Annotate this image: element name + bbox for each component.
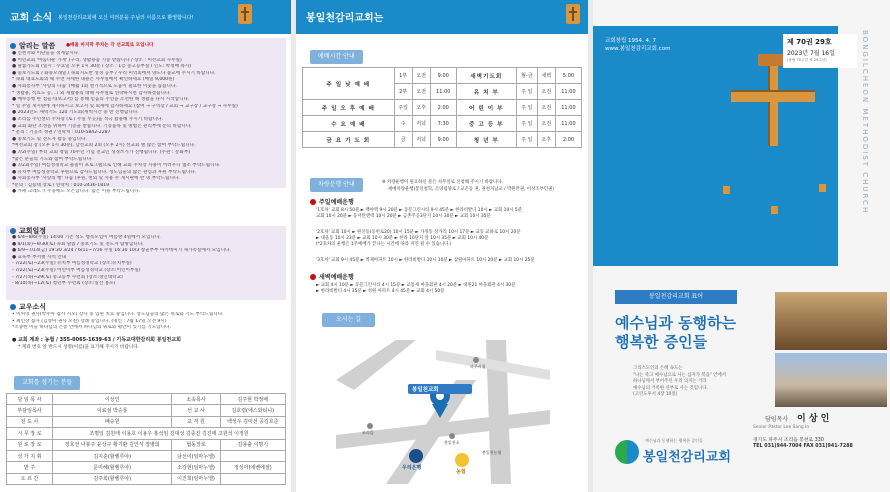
announcements-list [12, 51, 284, 196]
map-label-school: 봉일천초 [444, 440, 460, 445]
announcement-item: ● 7/23(주일) 여름성경학교 물놀이 프로그램으로 인해 교회 주차장 사용이 어려우니 협조 부탁드립니다. [12, 163, 221, 169]
route-line: '2호차' 교회 10시 ► 원신동(동헌로20) 10시 15분 ► 가정동 상가리 10시 17분 ► 교동 교하로 10시 20분 [316, 230, 521, 235]
staff-row [7, 394, 286, 405]
worship-table [302, 67, 582, 148]
staff-tab: 교회를 섬기는 분들 [14, 376, 80, 390]
map-label-bank: 우리은행 [402, 465, 422, 471]
bullet-icon [10, 43, 16, 49]
service-detail: 금 [394, 132, 412, 148]
service-detail: 저녁 [412, 132, 430, 148]
info-header [296, 0, 588, 34]
service-detail: 오전 [412, 68, 430, 84]
map-tab: 오시는 길 [322, 313, 375, 327]
service-detail: 주일 [394, 100, 412, 116]
members-heading: 교우소식 [10, 302, 46, 312]
service-detail: 11:00 [430, 84, 456, 100]
staff-names: 조명일 김원태 이용호 이용우 홍석임 김대성 김종진 김진태 고원석 이정원 [53, 428, 286, 439]
staff-names: 백성우 김미선 공김호준 [220, 416, 285, 427]
staff-names: 문미혜(할렐루야) [53, 462, 172, 473]
route-3 [316, 258, 535, 264]
schedule-heading: 교회일정 [10, 226, 46, 236]
staff-role: 담 임 목 사 [7, 394, 53, 405]
staff-role: 소속목사 [172, 394, 220, 405]
staff-role: 소강현(임마누엘) [172, 462, 220, 473]
sunday-route-heading: 주일예배운행 [310, 197, 354, 206]
announcement-item: ● 예수동행 한 점들기(보고서) 를 통해 믿음의 주인을 소선한 해 생활을 다시 시작합니다. [12, 97, 190, 103]
church-logo-icon [615, 440, 639, 464]
scripture-line: 예수님의 거룩한 신부로 사는 것입니다. [633, 385, 708, 391]
announcements-heading: 알리는 말씀 [10, 41, 55, 51]
staff-row [7, 428, 286, 439]
staff-names: 정성아(에벤에셀) [220, 462, 285, 473]
announcement-item: ● 사회봉사부 '사랑의 빵' 나눔 (후원, 번외 및 사용 주 게시판에 반 명 부탁드립니다. [12, 176, 180, 182]
route-4 [316, 283, 515, 295]
schedule-item: ● 8/1(화)~9/30(토) 속회 말씀 / 중보기도 및 전도자 탐방합니다. [12, 241, 144, 247]
motto-tag: 봉일천감리교회 표어 [615, 290, 737, 304]
staff-names: 김주현 박정배 [220, 394, 285, 405]
announcements-note: ●배울 마지막 주차는 각 선교회로 모입니다 [66, 43, 154, 48]
announcement-item: * 속회 대표도회의 때 주면 자세한 내용은 사무실에서 확인하세요 (매일 9,000원) [12, 77, 175, 83]
cross-block [819, 184, 826, 192]
staff-row [7, 405, 286, 416]
service-detail: 11:00 [555, 100, 581, 116]
church-phone: TEL 031)944-7004 FAX 031)941-7288 [753, 444, 853, 449]
service-detail: 5:00 [555, 68, 581, 84]
cross-horizontal [731, 90, 815, 102]
announcement-item: ● 중보기도 및 전도자 활동 중입니다. [12, 136, 87, 142]
pastor-label: 담임목사 [765, 416, 789, 423]
staff-names: 김용출 이명기 [220, 439, 285, 450]
staff-row [7, 416, 286, 427]
staff-row [7, 473, 286, 484]
announcement-item: ● 2023년도 새벽기도 120 기도회(새벽시간 중 반 진행합니다. [12, 110, 139, 116]
announcement-item: ● 유치부 여름성경학교 후원으로 감사드립니다. 성도님들의 많은 관심과 후원 부탁드립니다. [12, 169, 197, 175]
staff-names: 이료섬 박승룡 [53, 405, 172, 416]
announcement-item: ● 중보기도회 / 화중모래일 / 속회지도반 성경 공부 / 우리 미역회에서 양도나 불교에 주시기 바랍니다. [12, 70, 216, 76]
info-title: 봉일천감리교회는 [306, 13, 384, 24]
announcement-item: *여선교회 장 (오후 1시 30분), 남선교회 2회 (오후 2시) 선교회 별 많은 참여 부탁드립니다. [12, 143, 196, 149]
map-label-nh: 농협 [456, 469, 466, 475]
members-list [12, 312, 284, 332]
worship-row [303, 100, 582, 116]
staff-role: 전 도 사 [7, 416, 53, 427]
staff-role: 이진희(임마누엘) [172, 473, 220, 484]
church-tagline: 예수님과 동행하는 행복한 증인들 [645, 438, 703, 443]
church-url: www.봉일천감리교회.com [605, 46, 671, 52]
schedule-item: - 7/22(토)~23(주일) 어린이부 여름성경학교 (장소:어린이부실) [12, 267, 141, 273]
route-line: ► 내울동 10시 23분 ► 교회 10시 30분 ► 한라 10단지 앞 10시 35분 ► 교회 10시 40분 [316, 236, 489, 242]
issue-box [783, 34, 857, 68]
bank-account: ● 교회 계좌 : 농협 / 355-0065-1639-63 / 기독교대한감리회 봉일천교회 [12, 337, 181, 343]
map-graphic [336, 340, 550, 484]
member-news-item: • 최인상 집사 (김영아 권사 모친) 장례 중입니다. (명인 : 7월 17일 오전 9시) [12, 318, 167, 324]
news-panel [0, 0, 291, 492]
scripture-line: 그리스도인의 은혜 속도는 [633, 366, 683, 371]
announcement-item: ● 7/2(주일) 부터 교회 창립 70주년 기념 전교인 성경쓰기가 진행됩니다. (주관 : 문화부) [12, 149, 191, 155]
announcement-item: *많은 분들의 기도와 참여 부탁드립니다. [12, 156, 93, 162]
service-detail: 수 [394, 116, 412, 132]
worship-row [303, 116, 582, 132]
member-news-item: *소중한 이들 하나님의 은총 안에서 하나님의 위로와 평안이 있기를 기도합니다. [12, 325, 171, 331]
worship-tab: 예배시간 안내 [310, 50, 363, 64]
cross-vertical [768, 66, 778, 146]
route-line: ► 한라비발디 4시 35분 ► 성원 아파트 4시 45분 ► 교회 4시 50분 [316, 289, 445, 295]
service-detail: 1부 [394, 68, 412, 84]
staff-names: 김지훈(할렐루야) [53, 450, 172, 461]
motto [615, 314, 736, 352]
announcement-item: ● 조리를 주민센터 주차장 (토 / 주일 두곳)을 적극 활용해 주시기 바랍니다. [12, 116, 163, 122]
cross-icon [238, 4, 252, 24]
pastor-name: 이 상 인 [797, 414, 830, 424]
service-name: 주 일 오 후 예 배 [303, 100, 395, 116]
announcement-item: ● 사회봉사부 '사랑의 나눔' (매월 1회 천기적으로 도움이 필요한 이웃을 돕습니다. [12, 83, 177, 89]
member-news-item: • 이씨영 권사(박주아 집사 시모) 장사 중 입원 치료 중입니다. 성도님들의 많은 위로와 기도 부탁드립니다. [12, 312, 224, 317]
bank-account-note: * 계좌 번호 앞 반드시 성명(이름)을 표기해 주시기 바랍니다. [18, 345, 140, 350]
service-detail: 오전 [537, 100, 555, 116]
service-detail: 9:00 [430, 132, 456, 148]
scripture-text [633, 366, 726, 399]
service-detail: 새벽 [537, 68, 555, 84]
service-name: 어 린 이 부 [456, 100, 516, 116]
route-line: 교회 10시 20분 ► 동서탄앤텍 10시 20분 ► 금촌주공3단지 10시 30분 ► 교회 10시 35분 [316, 214, 491, 220]
service-detail: 9:00 [430, 68, 456, 84]
announcement-item: * 일 주일 게시판에 게시하시고 보고서 및 회세에 감사하세요 (참여 → 구역장 / 교회 → 교구장 / 교구장 → 사무실) [12, 103, 238, 109]
dawn-route-heading: 새벽예배운행 [310, 272, 354, 281]
worship-row [303, 68, 582, 84]
service-name: 주 일 낮 예 배 [303, 68, 395, 100]
route-line: '1호차' 교회 8시 50분 ► 백야맥 9시 20분 ► 동문그린시티 9시 45분 ► 한라비발디 10시 ► 교회 10시 5분 [316, 208, 522, 213]
service-detail: 2:00 [555, 132, 581, 148]
announcement-item: * 생활용, 식료도 등, 그 외 재활용의 대해 사무실로 연락하시면 감사하겠습니다. [12, 90, 171, 96]
staff-role: 선 교 사 [172, 405, 220, 416]
service-name: 수 요 예 배 [303, 116, 395, 132]
map-label-cityhall: 파주시청 [470, 364, 486, 369]
service-name: 유 치 부 [456, 84, 516, 100]
route-line: (*2호차의 운행은 1주예배가 끝나는 시간에 따라 지연 될 수 있습니다.) [316, 242, 452, 248]
info-panel [296, 0, 588, 492]
map-label-jori: 조리읍 [362, 430, 374, 435]
service-detail: 주 일 [516, 116, 537, 132]
issue-number: 제 70권 29호 [787, 38, 832, 46]
staff-role: 부담임목사 [7, 405, 53, 416]
schedule-item: - 7/27(목)~29(토) 중고등부 수련회 (장소:경인대학교) [12, 274, 123, 280]
motto-line-2: 행복한 증인들 [615, 333, 708, 351]
scripture-line: (고린도후서 4장 10절) [633, 392, 678, 398]
staff-names: 김호령(에스와티니) [220, 405, 285, 416]
service-detail: 오전 [537, 116, 555, 132]
announcement-item: *문의 : 김승대 장로 / 연락처 : 010-2436-1819 [12, 182, 110, 188]
service-detail: 오전 [412, 84, 430, 100]
issue-sub: (창립 70주년 제 29주년) [787, 58, 827, 62]
service-detail: 주 일 [516, 84, 537, 100]
service-detail: 2부 [394, 84, 412, 100]
route-line: '3호차' 교회 9시 45분 ► 벽제아파트 10시 ► 한라비발디 10시 10분 ► 삼원아파트 10시 20분 ► 교회 10시 25분 [316, 258, 535, 263]
staff-names: 정호선 나봉주 윤상구 황기환 김인식 장병희 [53, 439, 172, 450]
church-name: 봉일천감리교회 [643, 450, 731, 465]
founded-date: 교회창립 1954. 4. 7 [605, 38, 656, 44]
staff-table [6, 393, 286, 485]
staff-row [7, 439, 286, 450]
announcement-item: ● 카페 크레도가 주중에도 오픈합니다. 많은 이용 부탁드립니다. [12, 189, 141, 195]
news-subtitle: 봉일천감리교회에 오신 여러분을 주님의 이름으로 환영합니다! [58, 15, 194, 21]
staff-role: 오 르 간 [7, 473, 53, 484]
schedule-list [12, 235, 284, 288]
map-label-nh-branch: 봉일천농협 [482, 450, 502, 455]
service-name: 청 년 부 [456, 132, 516, 148]
route-line: ► 교회 4시 10분 ► 동문그린시티 4시 15분 ► 교통새 마을회관 4시 20분 ► 대원21 마을회관 4시 30분 [316, 283, 516, 288]
service-detail: 월-금 [516, 68, 537, 84]
bus-note: ※ 차량운행이 필요하신 분은 사무실로 신청해 주시기 바랍니다. [382, 180, 503, 185]
announcement-item: ● 말씀가도회 (일시 : 수요일 오후 1시 30분 / 장소 : 1층 중고등부실 / 인도: 박정배 목사) [12, 64, 192, 70]
staff-role: 교 직 원 [172, 416, 220, 427]
staff-names: 배승원 [53, 416, 172, 427]
schedule-item: ● 6/4~8/6(주일) 14:00 기존 성도 행복모임이 여름방 4일에서 모입니다. [12, 235, 161, 240]
motto-line-1: 예수님과 동행하는 [615, 314, 737, 332]
service-detail: 2:00 [430, 100, 456, 116]
worship-photo [775, 292, 887, 350]
service-detail: 11:00 [555, 116, 581, 132]
service-name: 새벽기도회 [456, 68, 516, 84]
bullet-icon [310, 274, 316, 280]
issue-date: 2023년 7월 16일 [787, 50, 835, 57]
announcement-item: ● 신천지와 이단들을 경계합시다. [12, 51, 80, 56]
scripture-line: 하나님께서 부어주신 우리 의지는 거라 [633, 379, 707, 385]
staff-role: 반 주 [7, 462, 53, 473]
bus-note-2: 세배차량운행(봉일청학, 조양림양로 / 교온동 권, 권천지남교 / 박원만권, 이성조부민권) [388, 187, 554, 192]
pastor-english: Senior Pastor Lee Sang In [753, 425, 810, 430]
news-header [0, 0, 291, 34]
service-detail: 7:30 [430, 116, 456, 132]
church-building-photo [775, 353, 887, 407]
staff-role: 시 무 장 로 [7, 428, 53, 439]
staff-role: 원 로 장 로 [7, 439, 53, 450]
schedule-item: ● 교육부 부서별 사역 안내 [12, 254, 67, 260]
bullet-icon [10, 304, 16, 310]
church-address: 경기도 파주시 조리읍 봉천로 330 [753, 438, 824, 443]
bullet-icon [310, 199, 316, 205]
service-detail: 주 일 [516, 132, 537, 148]
service-detail: 저녁 [412, 116, 430, 132]
staff-row [7, 450, 286, 461]
map-label-church: 봉일천교회 [412, 387, 439, 393]
announcement-item: * 문의 : 기공조 정권 / 연락처 : 010-5842-2287 [12, 130, 111, 136]
location-map[interactable] [336, 340, 550, 484]
staff-names [220, 473, 285, 484]
service-detail: 오후 [412, 100, 430, 116]
staff-names: 이상인 [53, 394, 172, 405]
church-english-name: BONGILCHEON METHODIST CHURCH [861, 30, 869, 215]
route-2 [316, 230, 521, 249]
worship-row [303, 132, 582, 148]
cross-block [723, 186, 730, 194]
announcement-item: ● 교회 화단 조성을 위하여 기증을 받습니다. 기증품목 및 방법은 관리부에 문의 바랍니다. [12, 123, 192, 129]
service-detail: 오후 [537, 132, 555, 148]
staff-role: 남선이(임마누엘) [172, 450, 220, 461]
bullet-icon [10, 228, 16, 234]
cross-block [771, 206, 778, 214]
schedule-item: - 7/22(토)~23(주일) 유치부 여름성경학교 (장소:유치부실) [12, 261, 132, 267]
cross-icon [566, 4, 580, 24]
service-name: 금 요 기 도 회 [303, 132, 395, 148]
announcement-item: ● 어린교회 '마음다운 가게' (구리, 생활용품 기증 받습니다 / 장소 : 미선교회 사무실) [12, 57, 182, 63]
service-detail: 11:00 [555, 84, 581, 100]
staff-names: 김주희(할렐루야) [53, 473, 172, 484]
staff-role: 성 가 지 휘 [7, 450, 53, 461]
news-title: 교회 소식 [10, 13, 53, 24]
service-detail: 오전 [537, 84, 555, 100]
cover-panel [593, 0, 890, 492]
schedule-item: ● 6/9~7/14(금) 19:30 3/24 / 6/11~7/16 주일 16:30 10/3 창골부부 아카데미가 새가족실에서 모입니다. [12, 248, 231, 254]
service-name: 중 고 등 부 [456, 116, 516, 132]
schedule-item: - 8/10(목)~12(토) 청년부 수련회 (장소:일산 홍포) [12, 281, 116, 287]
staff-names [220, 450, 285, 461]
bus-tab: 차량운행 안내 [310, 178, 363, 192]
staff-row [7, 462, 286, 473]
scripture-line: "나는 죽고 예수님으로 사는 십자가 복음" 안에서 [633, 372, 727, 378]
route-1 [316, 208, 522, 220]
service-detail: 주 일 [516, 100, 537, 116]
staff-role: 협동장로 [172, 439, 220, 450]
